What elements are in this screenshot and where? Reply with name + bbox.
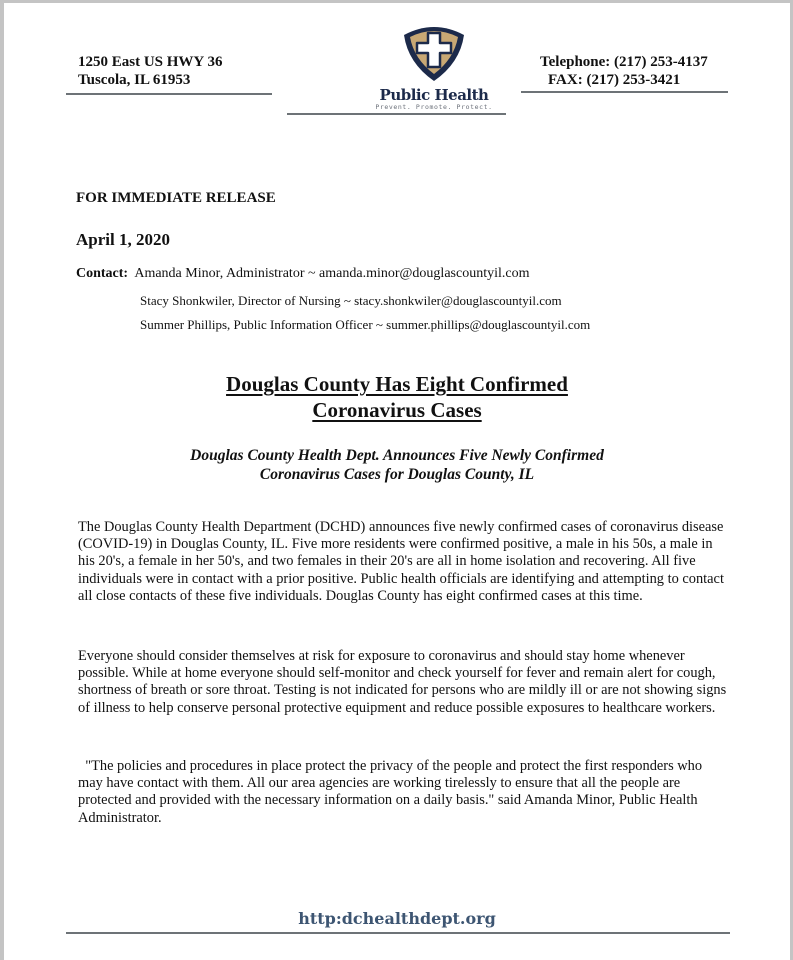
headline-line-1: Douglas County Has Eight Confirmed [226,372,568,396]
logo-rule [287,113,506,115]
address-block [78,53,222,89]
contact-entry: Amanda Minor, Administrator ~ amanda.minor@douglascountyil.com [134,266,530,281]
contact-row-2 [140,293,562,309]
phone-block [540,53,708,89]
address-rule [66,93,272,95]
logo-tagline: Prevent. Promote. Protect. [375,103,493,111]
public-health-logo [344,21,524,111]
body-paragraph-3: "The policies and procedures in place protect the privacy of the people and protect the first responders who may have contact with them. All our area agencies are working tirelessly to ensure that all the people are protected and provided with the necessary information on a daily basis." said Amanda Minor, Public Health Administrator. [78,758,706,826]
contact-label: Contact: [76,266,129,281]
phone-rule [521,91,728,93]
shield-cross-icon [400,21,468,83]
press-release-page [4,3,790,960]
address-line-1: 1250 East US HWY 36 [78,54,223,70]
fax: FAX: (217) 253-3421 [548,72,681,88]
headline-line-2: Coronavirus Cases [312,398,482,422]
logo-title: Public Health [379,86,489,104]
release-label: FOR IMMEDIATE RELEASE [76,190,276,206]
telephone: Telephone: (217) 253-4137 [540,54,708,70]
contact-row-1 [76,266,529,282]
contact-entry: Summer Phillips, Public Information Officer ~ summer.phillips@douglascountyil.com [140,317,591,332]
headline [4,371,790,423]
subheadline [4,446,790,484]
body-paragraph-2: Everyone should consider themselves at risk for exposure to coronavirus and should stay home whenever possible. While at home everyone should self-monitor and check yourself for fever and remain alert for cough, shortness of breath or sore throat. Testing is not indicated for persons who are mildly ill or are not showing signs of illness to help conserve personal protective equipment and reduce possible exposures to healthcare workers. [78,648,727,716]
body-paragraph-1: The Douglas County Health Department (DCHD) announces five newly confirmed cases of coronavirus disease (COVID-19) in Douglas County, IL. Five more residents were confirmed positive, a male in his 50s, a male in his 20's, a female in her 50's, and two females in their 20's are all in home isolation and recovering. All five individuals were in contact with a prior positive. Public health officials are identifying and attempting to contact all close contacts of these five individuals. Douglas County has eight confirmed cases at this time. [78,519,724,604]
subheadline-line-1: Douglas County Health Dept. Announces Five Newly Confirmed [190,447,604,464]
footer-website-link[interactable]: http:dchealthdept.org [298,909,496,928]
release-date: April 1, 2020 [76,230,170,249]
subheadline-line-2: Coronavirus Cases for Douglas County, IL [259,466,535,483]
contact-entry: Stacy Shonkwiler, Director of Nursing ~ stacy.shonkwiler@douglascountyil.com [140,293,562,308]
contact-row-3 [140,317,590,333]
footer-rule [66,932,730,934]
address-line-2: Tuscola, IL 61953 [78,72,191,88]
